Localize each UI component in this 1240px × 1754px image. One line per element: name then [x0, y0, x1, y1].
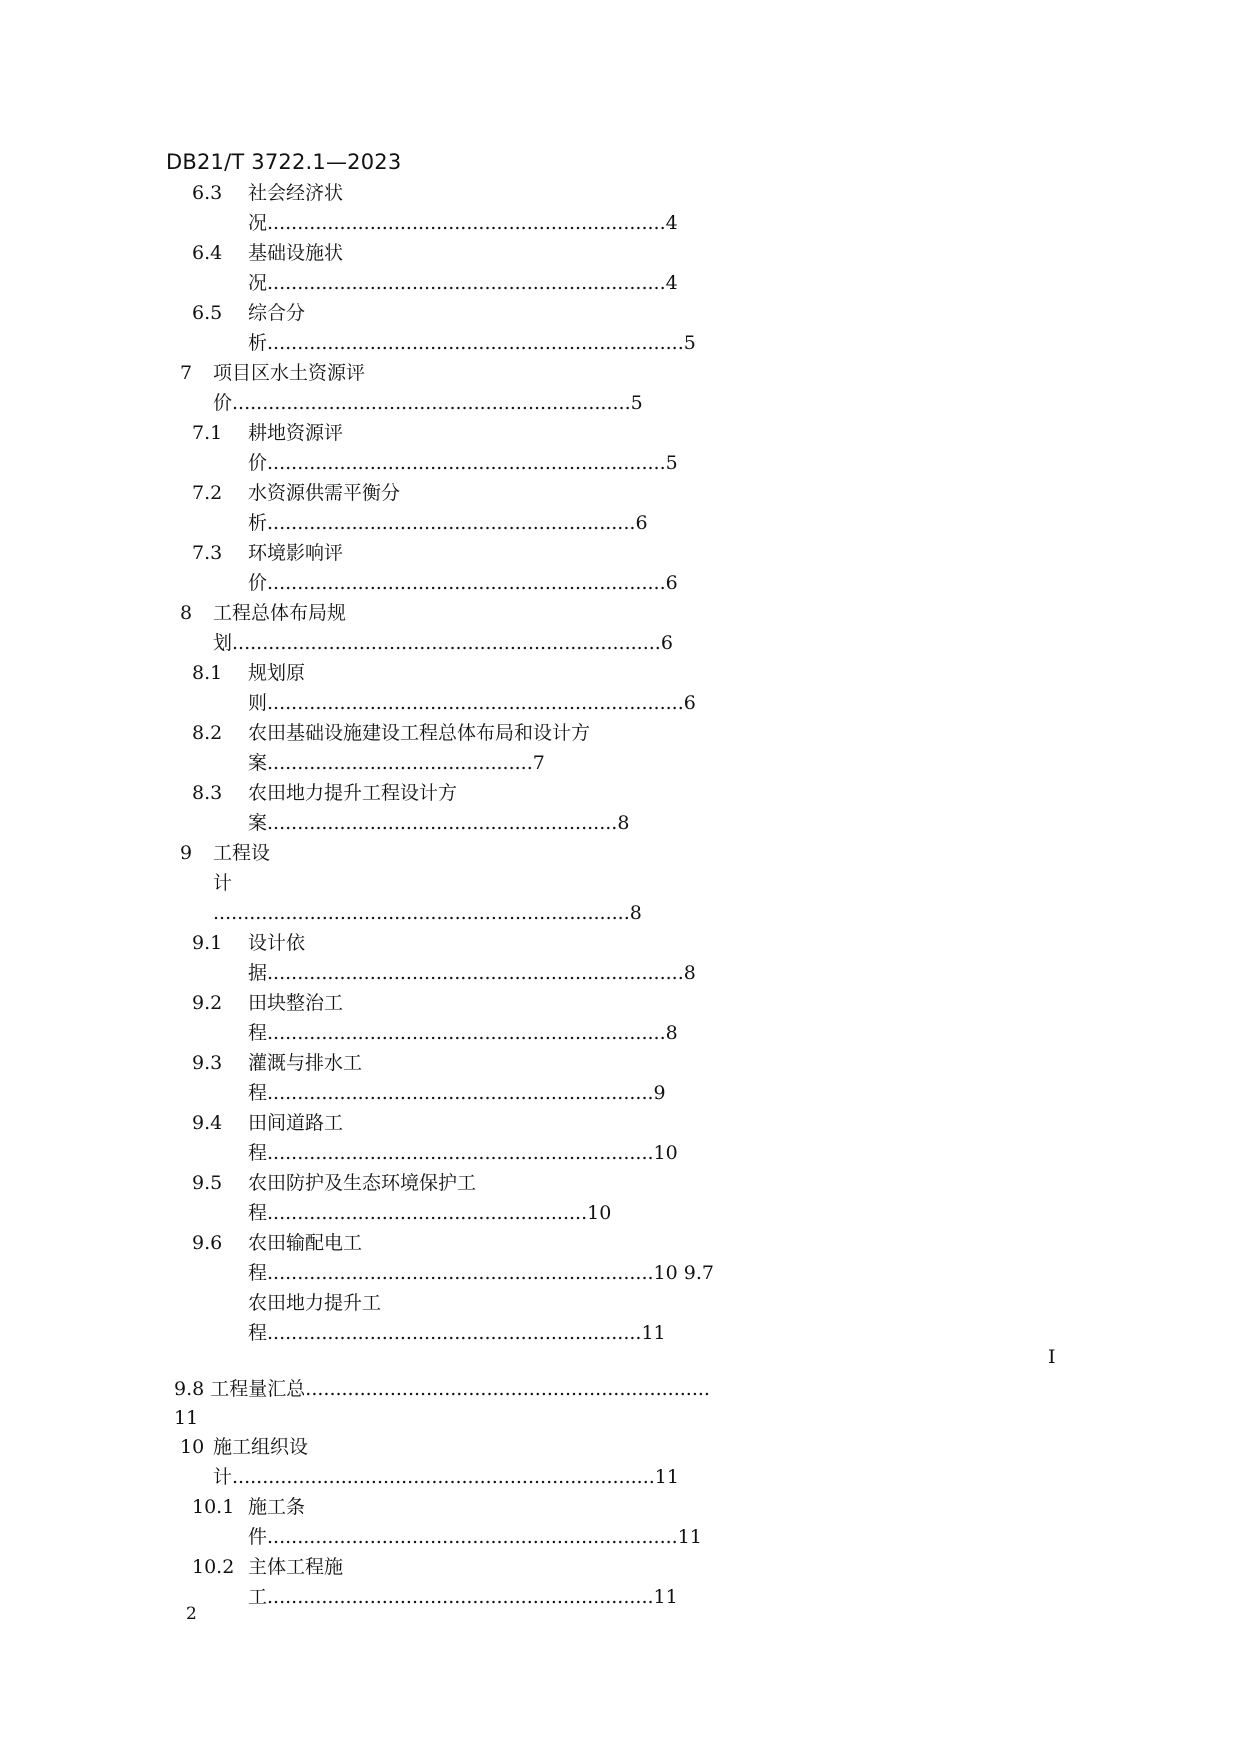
toc-entry-continuation: 价..................................................................6	[248, 572, 678, 594]
toc-entry-continuation: 案..........................................................8	[248, 812, 630, 834]
toc-entry-number: 9.8	[174, 1378, 205, 1400]
toc-entry-number: 8.3	[192, 782, 223, 804]
toc-entry-continuation: 工................................................................11	[248, 1586, 678, 1608]
toc-entry-number: 10.2	[192, 1556, 235, 1578]
toc-entry-title: 灌溉与排水工	[248, 1052, 363, 1074]
toc-entry-title: 施工条	[248, 1496, 306, 1518]
toc-entry-number: 9.1	[192, 932, 223, 954]
toc-entry-title: 农田基础设施建设工程总体布局和设计方	[248, 722, 591, 744]
toc-entry-title: 田块整治工	[248, 992, 344, 1014]
toc-entry-page: 6	[665, 572, 678, 594]
toc-entry-dots: ...................................................................	[305, 1378, 710, 1400]
toc-entry-page: 6	[635, 512, 648, 534]
roman-page-mark: I	[1048, 1346, 1056, 1368]
toc-entry-title: 环境影响评	[248, 542, 344, 564]
toc-entry-continuation: 程.....................................................10	[248, 1202, 612, 1224]
toc-entry-continuation: 价..................................................................5	[213, 392, 643, 414]
page-number: 2	[186, 1604, 197, 1624]
toc-entry-number: 9.3	[192, 1052, 223, 1074]
toc-entry-page: 5	[630, 392, 643, 414]
toc-entry-number: 10	[180, 1436, 205, 1458]
toc-entry-continuation: 划.......................................................................6	[213, 632, 673, 654]
toc-entry-9-8[interactable]	[174, 1374, 710, 1404]
toc-entry-title: 工程设	[213, 842, 271, 864]
toc-entry-leader: .....................................................................8	[213, 902, 642, 924]
toc-entry-title: 规划原	[248, 662, 306, 684]
document-code: DB21/T 3722.1—2023	[166, 150, 402, 174]
toc-entry-continuation: 析.............................................................6	[248, 512, 648, 534]
toc-entry-page: 4	[665, 212, 678, 234]
toc-entry-continuation: 况..................................................................4	[248, 272, 678, 294]
toc-entry-number: 9.2	[192, 992, 223, 1014]
toc-entry-page: 8	[629, 902, 642, 924]
toc-entry-page: 8	[665, 1022, 678, 1044]
toc-entry-title: 农田地力提升工程设计方	[248, 782, 458, 804]
toc-entry-title: 农田输配电工	[248, 1232, 363, 1254]
toc-entry-number: 10.1	[192, 1496, 235, 1518]
toc-entry-page: 5	[683, 332, 696, 354]
toc-entry-title: 农田地力提升工	[248, 1292, 382, 1314]
toc-entry-continuation: 则.....................................................................6	[248, 692, 696, 714]
toc-entry-continuation: 计	[213, 872, 233, 894]
toc-entry-number: 7.3	[192, 542, 223, 564]
toc-entry-page: 11	[653, 1586, 678, 1608]
toc-entry-continuation: 据.....................................................................8	[248, 962, 696, 984]
toc-entry-title: 工程总体布局规	[213, 602, 347, 624]
toc-entry-number: 9	[180, 842, 193, 864]
toc-entry-number: 8.2	[192, 722, 223, 744]
toc-entry-title: 耕地资源评	[248, 422, 344, 444]
toc-entry-number: 6.4	[192, 242, 223, 264]
toc-entry-continuation: 况..................................................................4	[248, 212, 678, 234]
toc-entry-title: 田间道路工	[248, 1112, 344, 1134]
toc-entry-page: 8	[617, 812, 630, 834]
toc-entry-title: 水资源供需平衡分	[248, 482, 401, 504]
toc-entry-title: 农田防护及生态环境保护工	[248, 1172, 477, 1194]
toc-entry-title: 主体工程施	[248, 1556, 344, 1578]
toc-entry-number: 7.1	[192, 422, 223, 444]
toc-entry-title: 设计依	[248, 932, 306, 954]
toc-entry-page: 9	[653, 1082, 666, 1104]
toc-entry-continuation: 程................................................................9	[248, 1082, 666, 1104]
toc-entry-number: 9.5	[192, 1172, 223, 1194]
toc-entry-page: 11	[174, 1407, 199, 1429]
toc-entry-page: 5	[665, 452, 678, 474]
toc-entry-number: 9.7	[683, 1262, 714, 1284]
toc-entry-title: 社会经济状	[248, 182, 344, 204]
toc-entry-continuation: 程................................................................10	[248, 1142, 678, 1164]
toc-entry-page: 6	[660, 632, 673, 654]
toc-entry-continuation: 析.....................................................................5	[248, 332, 696, 354]
toc-entry-page: 7	[532, 752, 545, 774]
toc-entry-page: 11	[641, 1322, 666, 1344]
toc-entry-title: 项目区水土资源评	[213, 362, 366, 384]
toc-entry-continuation: 程..............................................................11	[248, 1322, 666, 1344]
toc-entry-page: 11	[677, 1526, 702, 1548]
toc-entry-continuation: 件....................................................................11	[248, 1526, 702, 1548]
toc-entry-title: 施工组织设	[213, 1436, 309, 1458]
toc-entry-number: 6.3	[192, 182, 223, 204]
toc-entry-continuation: 程................................................................10 9.7	[248, 1262, 714, 1284]
toc-entry-title: 综合分	[248, 302, 306, 324]
toc-entry-number: 9.4	[192, 1112, 223, 1134]
toc-entry-title: 基础设施状	[248, 242, 344, 264]
toc-entry-continuation: 计......................................................................11	[213, 1466, 679, 1488]
toc-entry-title: 工程量汇总	[210, 1378, 306, 1400]
toc-entry-number: 8	[180, 602, 193, 624]
toc-entry-page: 11	[654, 1466, 679, 1488]
toc-entry-number: 6.5	[192, 302, 223, 324]
toc-entry-continuation: 价..................................................................5	[248, 452, 678, 474]
toc-entry-page: 6	[683, 692, 696, 714]
toc-entry-number: 9.6	[192, 1232, 223, 1254]
toc-entry-number: 7	[180, 362, 193, 384]
toc-entry-page: 10	[587, 1202, 612, 1224]
toc-entry-page: 10	[653, 1262, 678, 1284]
toc-entry-number: 7.2	[192, 482, 223, 504]
toc-entry-page: 10	[653, 1142, 678, 1164]
toc-entry-page: 8	[683, 962, 696, 984]
toc-entry-number: 8.1	[192, 662, 223, 684]
toc-entry-page: 4	[665, 272, 678, 294]
toc-entry-continuation: 程..................................................................8	[248, 1022, 678, 1044]
toc-entry-continuation: 案............................................7	[248, 752, 545, 774]
